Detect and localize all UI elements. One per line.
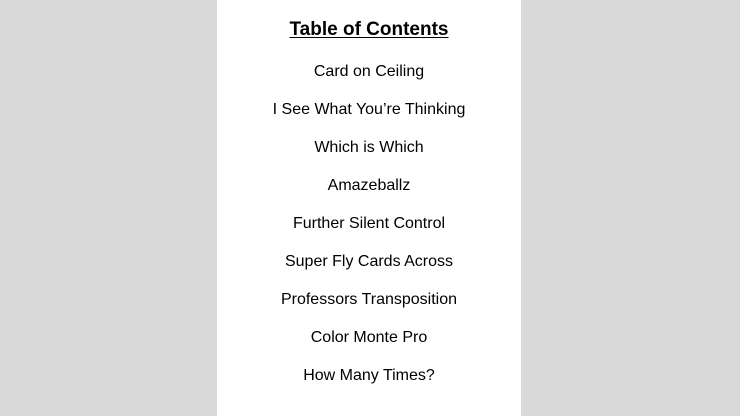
- toc-item: Amazeballz: [327, 177, 411, 194]
- toc-item: Super Fly Cards Across: [284, 253, 454, 270]
- toc-item: Professors Transposition: [280, 291, 458, 308]
- toc-title: Table of Contents: [289, 19, 449, 40]
- toc-item: Further Silent Control: [292, 215, 446, 232]
- toc-item: Card on Ceiling: [313, 63, 425, 80]
- toc-item: Color Monte Pro: [310, 329, 428, 346]
- toc-item: How Many Times?: [303, 367, 435, 384]
- toc-item: I See What You’re Thinking: [272, 101, 466, 118]
- document-page: [217, 0, 521, 416]
- toc-item: Which is Which: [314, 139, 424, 156]
